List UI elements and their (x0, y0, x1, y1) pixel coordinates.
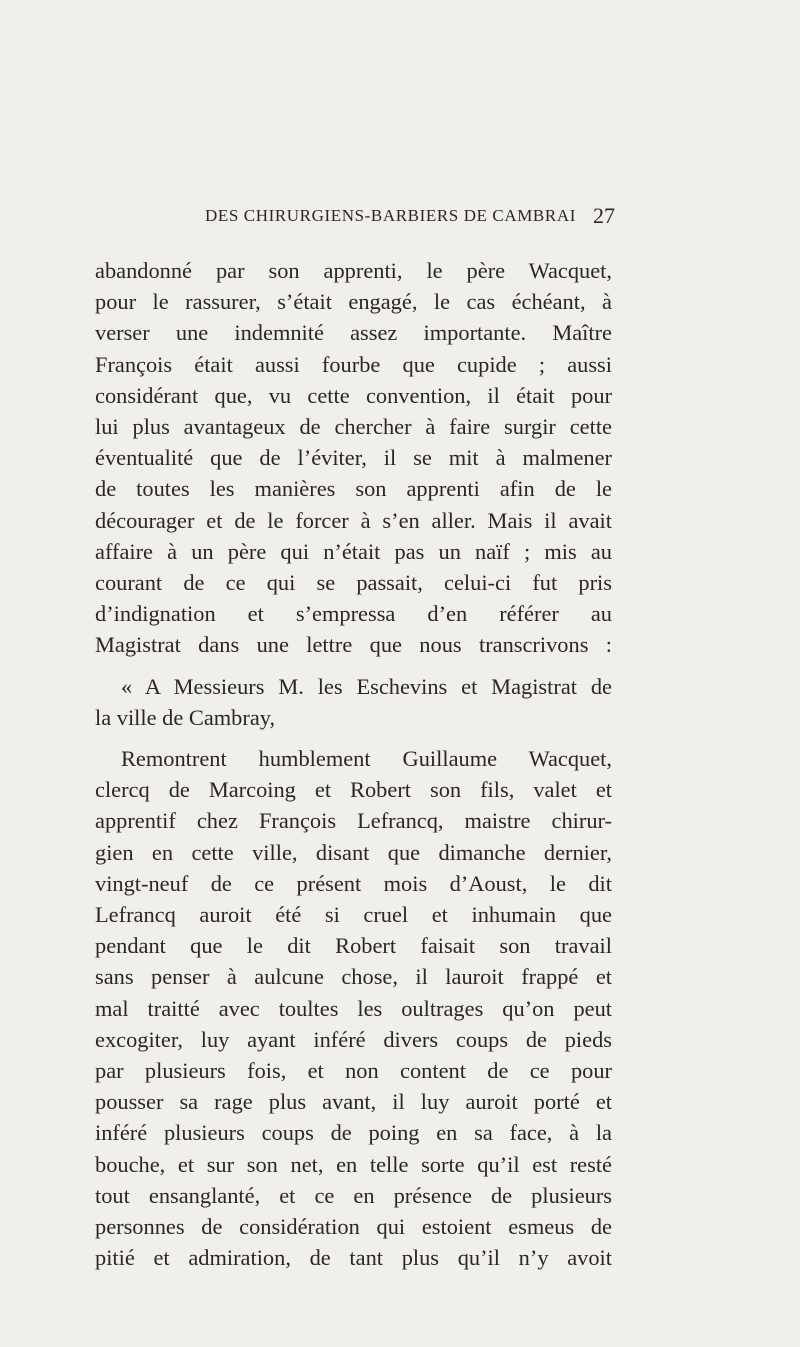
paragraph-letter-address (95, 671, 612, 733)
text-line: la ville de Cambray, (95, 704, 276, 730)
paragraph-letter-body (95, 743, 612, 1273)
text-line: Lefrancq auroit été si cruel et inhumain que (95, 902, 612, 928)
paragraph-narrative (95, 255, 612, 661)
text-line: excogiter, luy ayant inféré divers coups de pieds (95, 1026, 612, 1052)
text-line: bouche, et sur son net, en telle sorte qu’il est resté (95, 1151, 612, 1177)
running-head (205, 203, 615, 231)
text-line: verser une indemnité assez importante. Maître (95, 320, 612, 346)
text-line: sans penser à aulcune chose, il lauroit frappé et (95, 964, 612, 990)
text-line: lui plus avantageux de chercher à faire surgir cette (95, 414, 612, 440)
text-line: par plusieurs fois, et non content de ce pour (95, 1058, 612, 1084)
text-line: pour le rassurer, s’était engagé, le cas échéant, à (95, 289, 612, 315)
text-line: tout ensanglanté, et ce en présence de plusieurs (95, 1182, 612, 1208)
text-line: vingt-neuf de ce présent mois d’Aoust, le dit (95, 870, 612, 896)
text-line: personnes de considération qui estoient esmeus de (95, 1214, 612, 1240)
text-line: apprentif chez François Lefrancq, maistre chirur- (95, 808, 612, 834)
text-line: clercq de Marcoing et Robert son fils, valet et (95, 777, 612, 803)
text-line: inféré plusieurs coups de poing en sa face, à la (95, 1120, 612, 1146)
text-line: considérant que, vu cette convention, il était pour (95, 382, 612, 408)
text-line: « A Messieurs M. les Eschevins et Magistrat de (121, 673, 612, 699)
body-text (95, 255, 612, 1274)
text-line: Magistrat dans une lettre que nous transcrivons : (95, 632, 612, 658)
text-line: de toutes les manières son apprenti afin de le (95, 476, 612, 502)
text-line: gien en cette ville, disant que dimanche dernier, (95, 839, 612, 865)
running-title: DES CHIRURGIENS-BARBIERS DE CAMBRAI (205, 206, 576, 225)
text-line: pitié et admiration, de tant plus qu’il n’y avoit (95, 1245, 612, 1271)
text-line: pendant que le dit Robert faisait son travail (95, 933, 612, 959)
text-line: pousser sa rage plus avant, il luy auroit porté et (95, 1089, 612, 1115)
text-line: affaire à un père qui n’était pas un naïf ; mis au (95, 538, 612, 564)
text-line: abandonné par son apprenti, le père Wacquet, (95, 258, 612, 283)
text-line: éventualité que de l’éviter, il se mit à malmener (95, 445, 612, 471)
text-line: mal traitté avec toultes les oultrages qu’on peut (95, 995, 612, 1021)
text-line: Remontrent humblement Guillaume Wacquet, (121, 746, 612, 772)
text-line: François était aussi fourbe que cupide ; aussi (95, 351, 612, 377)
text-line: décourager et de le forcer à s’en aller. Mais il avait (95, 507, 612, 533)
text-line: d’indignation et s’empressa d’en référer au (95, 601, 612, 627)
text-line: courant de ce qui se passait, celui-ci fut pris (95, 570, 612, 596)
page-number: 27 (593, 203, 615, 228)
